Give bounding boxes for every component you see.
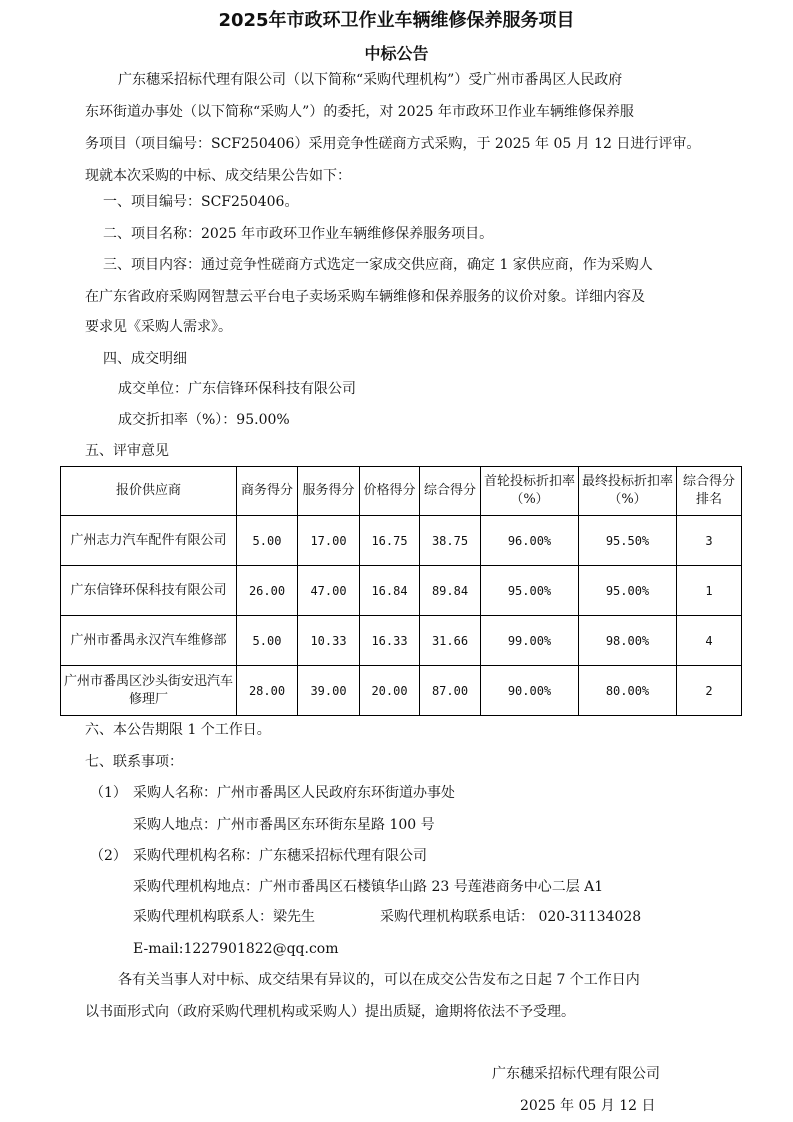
agency-address: 采购代理机构地点：广州市番禺区石楼镇华山路 23 号莲港商务中心二层 A1 bbox=[133, 879, 604, 895]
winner-line: 成交单位：广东信锋环保科技有限公司 bbox=[118, 381, 356, 397]
cell-price-score: 16.84 bbox=[360, 566, 420, 616]
section-project-name: 二、项目名称：2025 年市政环卫作业车辆维修保养服务项目。 bbox=[103, 226, 494, 242]
cell-service-score: 17.00 bbox=[298, 516, 360, 566]
contact-1-label: （1） bbox=[90, 785, 127, 801]
cell-supplier: 广东信锋环保科技有限公司 bbox=[61, 566, 237, 616]
agency-phone: 采购代理机构联系电话： 020-31134028 bbox=[380, 909, 642, 925]
cell-business-score: 26.00 bbox=[237, 566, 298, 616]
cell-business-score: 5.00 bbox=[237, 616, 298, 666]
purchaser-address: 采购人地点：广州市番禺区东环街东星路 100 号 bbox=[133, 817, 435, 833]
document-subtitle: 中标公告 bbox=[364, 44, 429, 63]
agency-contact-person: 采购代理机构联系人：梁先生 bbox=[133, 909, 315, 925]
intro-line-1: 广东穗采招标代理有限公司（以下简称“采购代理机构”）受广州市番禺区人民政府 bbox=[118, 72, 623, 88]
cell-first-discount: 99.00% bbox=[481, 616, 579, 666]
cell-final-discount: 95.00% bbox=[579, 566, 677, 616]
section-notice-period: 六、本公告期限 1 个工作日。 bbox=[85, 722, 271, 738]
cell-final-discount: 95.50% bbox=[579, 516, 677, 566]
table-row bbox=[61, 566, 742, 616]
cell-total-score: 89.84 bbox=[420, 566, 481, 616]
intro-line-4: 现就本次采购的中标、成交结果公告如下： bbox=[85, 168, 351, 184]
cell-business-score: 5.00 bbox=[237, 516, 298, 566]
cell-service-score: 10.33 bbox=[298, 616, 360, 666]
section-project-number: 一、项目编号：SCF250406。 bbox=[103, 194, 299, 210]
cell-supplier: 广州志力汽车配件有限公司 bbox=[61, 516, 237, 566]
cell-service-score: 39.00 bbox=[298, 666, 360, 716]
cell-rank: 1 bbox=[677, 566, 742, 616]
header-rank: 综合得分排名 bbox=[677, 467, 742, 516]
cell-rank: 3 bbox=[677, 516, 742, 566]
intro-line-3: 务项目（项目编号：SCF250406）采用竞争性磋商方式采购，于 2025 年 05 月 12 日进行评审。 bbox=[85, 136, 701, 152]
objection-line-2: 以书面形式向（政府采购代理机构或采购人）提出质疑，逾期将依法不予受理。 bbox=[85, 1004, 575, 1020]
section-contacts: 七、联系事项： bbox=[85, 754, 183, 770]
header-service-score: 服务得分 bbox=[298, 467, 360, 516]
cell-total-score: 38.75 bbox=[420, 516, 481, 566]
agency-email: E-mail:1227901822@qq.com bbox=[133, 941, 339, 957]
header-total-score: 综合得分 bbox=[420, 467, 481, 516]
cell-final-discount: 98.00% bbox=[579, 616, 677, 666]
header-first-discount: 首轮投标折扣率（%） bbox=[481, 467, 579, 516]
cell-price-score: 20.00 bbox=[360, 666, 420, 716]
cell-price-score: 16.33 bbox=[360, 616, 420, 666]
cell-rank: 4 bbox=[677, 616, 742, 666]
cell-supplier: 广州市番禺区沙头街安迅汽车修理厂 bbox=[61, 666, 237, 716]
objection-line-1: 各有关当事人对中标、成交结果有异议的，可以在成交公告发布之日起 7 个工作日内 bbox=[118, 972, 640, 988]
review-table bbox=[60, 466, 742, 716]
header-business-score: 商务得分 bbox=[237, 467, 298, 516]
cell-total-score: 31.66 bbox=[420, 616, 481, 666]
cell-first-discount: 95.00% bbox=[481, 566, 579, 616]
cell-first-discount: 90.00% bbox=[481, 666, 579, 716]
signature-organization: 广东穗采招标代理有限公司 bbox=[492, 1066, 660, 1082]
section-content-line-1: 三、项目内容：通过竞争性磋商方式选定一家成交供应商，确定 1 家供应商，作为采购人 bbox=[103, 257, 653, 273]
intro-line-2: 东环街道办事处（以下简称“采购人”）的委托，对 2025 年市政环卫作业车辆维修保养服 bbox=[85, 104, 634, 120]
header-price-score: 价格得分 bbox=[360, 467, 420, 516]
cell-final-discount: 80.00% bbox=[579, 666, 677, 716]
cell-first-discount: 96.00% bbox=[481, 516, 579, 566]
agency-name: 采购代理机构名称：广东穗采招标代理有限公司 bbox=[133, 848, 427, 864]
cell-business-score: 28.00 bbox=[237, 666, 298, 716]
cell-supplier: 广州市番禺永汉汽车维修部 bbox=[61, 616, 237, 666]
table-row bbox=[61, 666, 742, 716]
cell-service-score: 47.00 bbox=[298, 566, 360, 616]
header-final-discount: 最终投标折扣率（%） bbox=[579, 467, 677, 516]
document-title: 2025年市政环卫作业车辆维修保养服务项目 bbox=[218, 10, 575, 31]
contact-2-label: （2） bbox=[90, 848, 127, 864]
table-row bbox=[61, 516, 742, 566]
section-content-line-3: 要求见《采购人需求》。 bbox=[85, 319, 232, 335]
section-content-line-2: 在广东省政府采购网智慧云平台电子卖场采购车辆维修和保养服务的议价对象。详细内容及 bbox=[85, 289, 645, 305]
discount-line: 成交折扣率（%）：95.00% bbox=[118, 412, 290, 428]
header-supplier: 报价供应商 bbox=[61, 467, 237, 516]
cell-total-score: 87.00 bbox=[420, 666, 481, 716]
table-row bbox=[61, 616, 742, 666]
cell-price-score: 16.75 bbox=[360, 516, 420, 566]
section-review: 五、评审意见 bbox=[85, 443, 169, 459]
signature-date: 2025 年 05 月 12 日 bbox=[520, 1098, 656, 1114]
section-deal-detail: 四、成交明细 bbox=[103, 351, 187, 367]
cell-rank: 2 bbox=[677, 666, 742, 716]
table-header-row bbox=[61, 467, 742, 516]
purchaser-name: 采购人名称：广州市番禺区人民政府东环街道办事处 bbox=[133, 785, 455, 801]
